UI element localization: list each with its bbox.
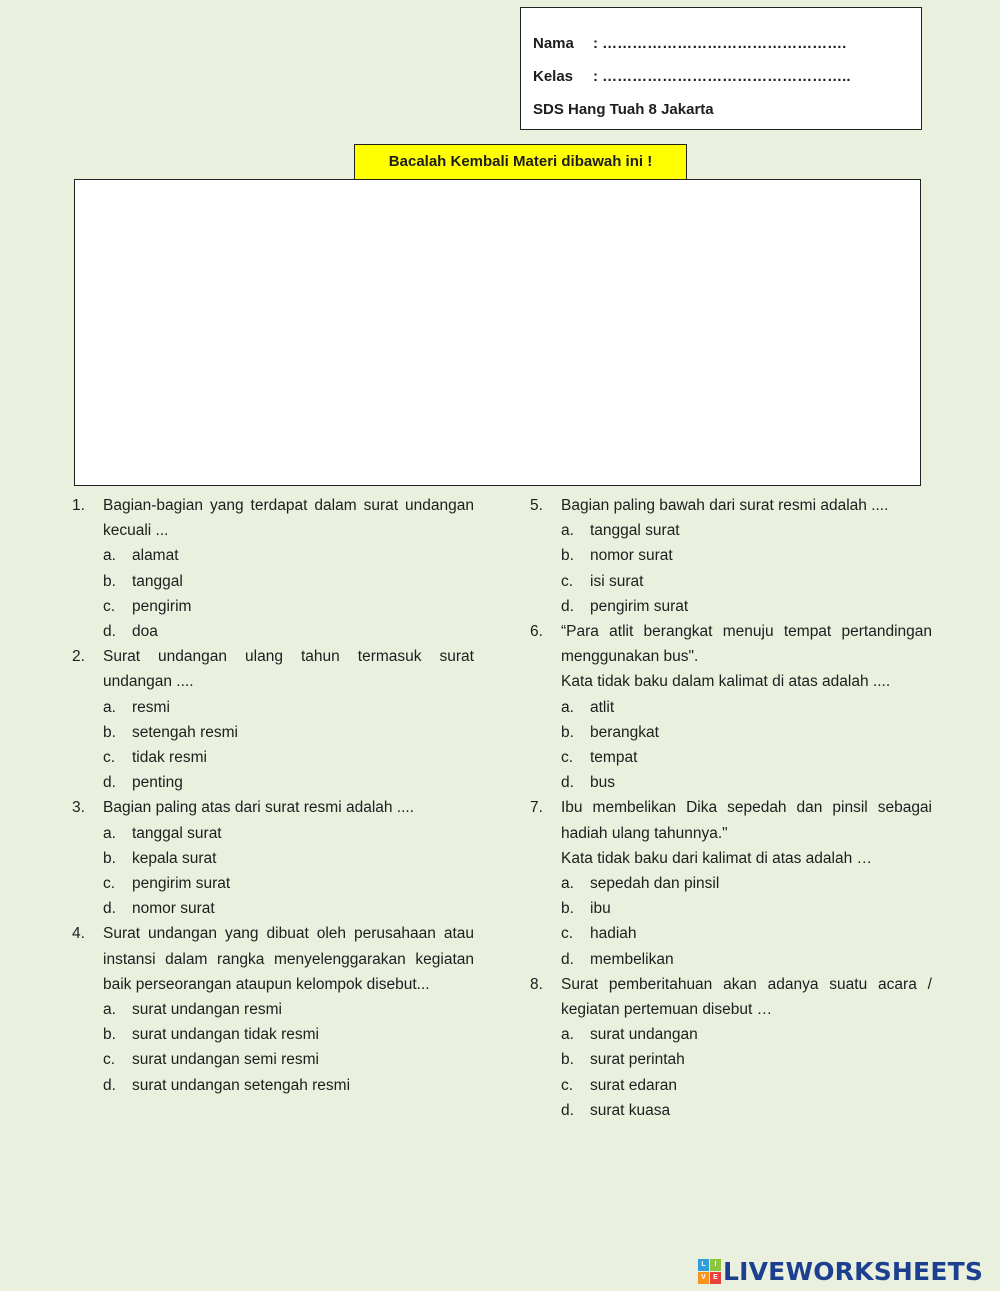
answer-option[interactable] [72,846,474,871]
option-letter: d. [103,623,116,641]
answer-option[interactable] [530,518,932,543]
option-text: membelikan [590,950,674,968]
question-text: “Para atlit berangkat menuju tempat pertandingan menggunakan bus". [561,623,932,666]
option-letter: d. [103,1076,116,1094]
kelas-label: Kelas [533,68,574,85]
option-text: tanggal [132,572,183,590]
option-letter: c. [561,925,574,943]
kelas-row [533,68,851,85]
answer-option[interactable] [530,1022,932,1047]
question-2 [72,644,474,694]
option-letter: a. [561,522,574,540]
question-number: 2. [72,648,85,666]
option-letter: a. [561,875,574,893]
nama-label: Nama [533,35,574,52]
answer-option[interactable] [72,1047,474,1072]
option-letter: b. [103,572,116,590]
option-text: tanggal surat [132,824,222,842]
question-4 [72,921,474,997]
question-number: 5. [530,497,543,514]
answer-option[interactable] [530,770,932,795]
option-letter: d. [103,774,116,792]
logo-mark-letter: E [710,1272,721,1284]
answer-option[interactable] [530,1098,932,1123]
instruction-banner: Bacalah Kembali Materi dibawah ini ! [354,144,687,180]
question-6 [530,619,932,695]
question-8 [530,972,932,1022]
option-text: surat kuasa [590,1101,671,1119]
school-name: SDS Hang Tuah 8 Jakarta [533,101,714,118]
option-letter: a. [103,824,116,842]
option-letter: c. [103,749,116,767]
option-text: doa [132,623,158,641]
option-text: pengirim surat [590,597,689,615]
option-text: nomor surat [132,900,215,918]
option-text: ibu [590,900,611,918]
option-text: alamat [132,547,179,565]
question-number: 8. [530,975,543,993]
answer-option[interactable] [72,720,474,745]
option-text: pengirim surat [132,875,231,893]
question-text: Bagian paling bawah dari surat resmi adalah .... [561,497,889,514]
option-text: tanggal surat [590,522,680,540]
option-text: tempat [590,749,638,767]
answer-option[interactable] [72,695,474,720]
option-letter: a. [103,547,116,565]
nama-row [533,35,846,52]
answer-option[interactable] [530,720,932,745]
question-number: 4. [72,925,85,943]
option-text: surat undangan setengah resmi [132,1076,351,1094]
answer-option[interactable] [72,745,474,770]
option-text: berangkat [590,723,659,741]
option-letter: b. [103,849,116,867]
option-letter: d. [103,900,116,918]
logo-mark-letter: V [698,1272,709,1284]
answer-option[interactable] [530,1073,932,1098]
option-text: hadiah [590,925,637,943]
option-letter: a. [561,1026,574,1044]
option-letter: c. [103,875,116,893]
option-letter: c. [561,749,574,767]
option-text: isi surat [590,572,644,590]
answer-option[interactable] [72,871,474,896]
question-text: Surat pemberitahuan akan adanya suatu acara / kegiatan pertemuan disebut … [561,975,932,1019]
question-3 [72,795,474,820]
kelas-field[interactable]: : ………………………………………….. [593,68,851,85]
option-letter: c. [561,1076,574,1094]
answer-option[interactable] [72,1073,474,1098]
answer-option[interactable] [72,821,474,846]
option-letter: b. [103,723,116,741]
questions-left-column [72,493,474,1098]
question-number: 3. [72,799,85,817]
option-text: atlit [590,698,615,716]
option-letter: c. [103,597,116,615]
question-number: 7. [530,799,543,817]
question-subtext: Kata tidak baku dari kalimat di atas adalah … [561,849,873,867]
option-letter: b. [103,1026,116,1044]
answer-option[interactable] [72,594,474,619]
option-text: surat undangan resmi [132,1001,282,1019]
option-letter: b. [561,723,574,741]
option-letter: b. [561,900,574,918]
option-text: pengirim [132,597,192,615]
question-text: Surat undangan ulang tahun termasuk surat undangan .... [103,648,474,691]
questions-right-column [530,493,932,1123]
question-text: Bagian-bagian yang terdapat dalam surat undangan kecuali ... [103,497,474,540]
answer-option[interactable] [530,569,932,594]
option-text: nomor surat [590,547,673,565]
question-text: Surat undangan yang dibuat oleh perusahaan atau instansi dalam rangka menyelenggarakan kegiatan baik perseorangan ataupun kelompok disebut... [103,925,474,993]
answer-option[interactable] [72,770,474,795]
option-text: sepedah dan pinsil [590,875,720,893]
answer-option[interactable] [530,921,932,946]
option-letter: b. [561,547,574,565]
logo-mark-letter: I [710,1259,721,1271]
answer-option[interactable] [530,594,932,619]
option-letter: d. [561,1101,574,1119]
option-letter: a. [561,698,574,716]
question-number: 6. [530,623,543,641]
question-5 [530,493,932,518]
answer-option[interactable] [72,569,474,594]
answer-option[interactable] [72,997,474,1022]
option-letter: c. [561,572,574,590]
answer-option[interactable] [530,896,932,921]
student-info-box [520,7,922,130]
option-text: penting [132,774,183,792]
question-text: Bagian paling atas dari surat resmi adalah .... [103,799,415,817]
option-letter: d. [561,774,574,792]
answer-option[interactable] [72,543,474,568]
question-1 [72,493,474,543]
option-letter: d. [561,597,574,615]
option-letter: d. [561,950,574,968]
logo-text: LIVEWORKSHEETS [723,1256,984,1286]
answer-option[interactable] [530,1047,932,1072]
question-subtext: Kata tidak baku dalam kalimat di atas adalah .... [561,673,891,691]
option-text: tidak resmi [132,749,207,767]
answer-option[interactable] [530,947,932,972]
answer-option[interactable] [530,745,932,770]
answer-option[interactable] [72,619,474,644]
option-text: surat undangan [590,1026,698,1044]
question-number: 1. [72,497,85,514]
option-text: setengah resmi [132,723,238,741]
answer-option[interactable] [530,871,932,896]
liveworksheets-logo [698,1253,983,1289]
question-7 [530,795,932,871]
option-text: kepala surat [132,849,217,867]
option-text: surat undangan tidak resmi [132,1026,319,1044]
answer-option[interactable] [72,1022,474,1047]
material-box [74,179,921,486]
nama-field[interactable]: : …………………………………………. [593,35,847,52]
answer-option[interactable] [72,896,474,921]
option-text: bus [590,774,615,792]
live-logo-icon [698,1259,720,1283]
logo-mark-letter: L [698,1259,709,1271]
option-text: surat edaran [590,1076,678,1094]
option-text: resmi [132,698,170,716]
option-letter: a. [103,698,116,716]
option-letter: a. [103,1001,116,1019]
option-text: surat perintah [590,1051,685,1069]
option-text: surat undangan semi resmi [132,1051,319,1069]
answer-option[interactable] [530,543,932,568]
option-letter: b. [561,1051,574,1069]
answer-option[interactable] [530,695,932,720]
option-letter: c. [103,1051,116,1069]
question-text: Ibu membelikan Dika sepedah dan pinsil sebagai hadiah ulang tahunnya." [561,799,932,842]
